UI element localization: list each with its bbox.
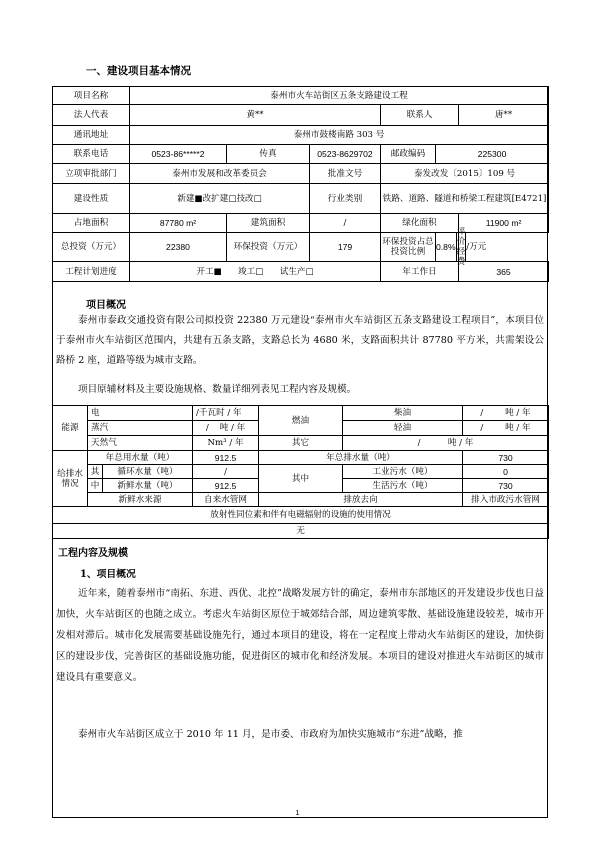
destination: 排入市政污水管网	[463, 493, 549, 507]
env-ratio-label: 环保投资占总投资比例	[381, 233, 436, 262]
area-label: 占地面积	[53, 214, 130, 233]
investment: 22380	[130, 233, 227, 262]
source-label: 新鲜水来源	[88, 493, 193, 507]
gas-label: 天然气	[88, 436, 193, 451]
building-area-label: 建筑面积	[227, 214, 310, 233]
scope-title: 工程内容及规模	[58, 548, 128, 559]
green-area-label: 绿化面积	[381, 214, 459, 233]
overview-para-1: 泰州市泰政交通投资有限公司拟投资 22380 万元建设“泰州市火车站街区五条支路建设工程项目”，本项目位于泰州市火车站街区范围内，共建有五条支路，支路总长为 4680 米，支路面积共计 87780 平方米，共需架设公路桥 2 座，道路等级为城市支路。	[56, 315, 544, 366]
schedule: 开工■ 竣工□ 试生产□	[130, 262, 381, 282]
radiation-label: 放射性同位素和伴有电磁辐射的设施的使用情况	[53, 507, 549, 524]
gas-value: Nm³ / 年	[193, 436, 259, 451]
green-area: 11900 m²	[459, 214, 549, 233]
fax: 0523-8629702	[310, 145, 381, 164]
industry-label: 行业类别	[310, 184, 381, 214]
phone: 0523-86*****2	[130, 145, 227, 164]
approval-no-label: 批准文号	[310, 164, 381, 184]
diesel-value: / 吨 / 年	[463, 406, 549, 421]
overview-title: 项目概况	[86, 300, 126, 311]
schedule-label: 工程计划进度	[53, 262, 130, 282]
legal-rep: 黄**	[130, 105, 381, 126]
domestic-label: 生活污水（吨）	[343, 479, 463, 493]
recycle: /	[193, 465, 259, 479]
building-area: /	[310, 214, 381, 233]
recycle-label: 循环水量（吨）	[103, 465, 193, 479]
address-label: 通讯地址	[53, 126, 130, 145]
other-label: 其它	[259, 436, 343, 451]
industrial: 0	[463, 465, 549, 479]
address: 泰州市鼓楼南路 303 号	[130, 126, 549, 145]
phone-label: 联系电话	[53, 145, 130, 164]
nature: 新建■改扩建□技改□	[130, 184, 310, 214]
destination-label: 排放去向	[259, 493, 463, 507]
postcode: 225300	[436, 145, 549, 164]
env-invest: 179	[310, 233, 381, 262]
section-title: 一、建设项目基本情况	[86, 65, 191, 77]
work-days: 365	[459, 262, 549, 282]
overview-para-2: 项目原辅材料及主要设施规格、数量详细列表见工程内容及规模。	[78, 384, 357, 395]
energy-water-table	[52, 405, 549, 539]
diesel-label: 柴油	[343, 406, 463, 421]
steam-value: / 吨 / 年	[193, 421, 259, 436]
steam-label: 蒸汽	[88, 421, 193, 436]
electric-value: /千瓦时 / 年	[193, 406, 259, 421]
eval-fee: /万元	[466, 242, 487, 252]
domestic: 730	[463, 479, 549, 493]
electric-label: 电	[88, 406, 193, 421]
investment-label: 总投资（万元）	[53, 233, 130, 262]
eval-fee-label: 评价经费	[456, 227, 466, 267]
scope-para-1: 近年来，随着泰州市“南拓、东进、西优、北控”战略发展方针的确定，泰州市东部地区的开发建设步伐也日益加快，火车站街区的也随之成立。考虑火车站街区原位于城郊结合部，周边建筑零散、基础设施建设较差，城市开发相对滞后。城市化发展需要基础设施先行，通过本项目的建设，将在一定程度上带动火车站街区的建设，加快街区的建设步伐，完善街区的基础设施功能，促进街区的城市化和经济发展。本项目的建设对推进火车站街区的城市建设具有重要意义。	[56, 588, 544, 683]
work-days-label: 年工作日	[381, 262, 459, 282]
total-use: 912.5	[193, 451, 259, 465]
fresh: 912.5	[193, 479, 259, 493]
fuel-label: 燃油	[259, 406, 343, 436]
project-name: 泰州市火车站街区五条支路建设工程	[130, 87, 549, 105]
eval-fee-cell	[436, 227, 487, 267]
total-use-label: 年总用水量（吨）	[88, 451, 193, 465]
light-oil-value: / 吨 / 年	[463, 421, 549, 436]
project-name-label: 项目名称	[53, 87, 130, 105]
water-label: 给排水情况	[53, 451, 88, 507]
radiation-value: 无	[53, 524, 549, 539]
approval-dept-label: 立项审批部门	[53, 164, 130, 184]
qi-char: 其	[88, 465, 103, 479]
legal-rep-label: 法人代表	[53, 105, 130, 126]
area: 87780 m²	[130, 214, 227, 233]
fresh-label: 新鲜水量（吨）	[103, 479, 193, 493]
scope-para-2: 泰州市火车站街区成立于 2010 年 11 月，是市委、市政府为加快实施城市“东进”战略，推	[78, 729, 463, 740]
contact-label: 联系人	[381, 105, 459, 126]
basic-info-table	[52, 86, 549, 282]
scope-subtitle-1: 1、项目概况	[80, 569, 136, 580]
env-invest-label: 环保投资（万元）	[227, 233, 310, 262]
page-number: 1	[295, 808, 300, 817]
approval-no: 泰发改发〔2015〕109 号	[381, 164, 549, 184]
source: 自来水管网	[193, 493, 259, 507]
light-oil-label: 轻油	[343, 421, 463, 436]
total-drain-label: 年总排水量（吨）	[259, 451, 463, 465]
energy-label: 能源	[53, 406, 88, 451]
industrial-label: 工业污水（吨）	[343, 465, 463, 479]
qizhong-label: 其中	[259, 465, 343, 493]
other-value: / 吨 / 年	[343, 436, 549, 451]
approval-dept: 泰州市发展和改革委员会	[130, 164, 310, 184]
contact: 唐**	[459, 105, 549, 126]
total-drain: 730	[463, 451, 549, 465]
postcode-label: 邮政编码	[381, 145, 436, 164]
env-ratio-value: 0.8%	[436, 242, 456, 252]
industry: 铁路、道路、隧道和桥梁工程建筑[E4721]	[381, 184, 549, 214]
zhong-char: 中	[88, 479, 103, 493]
fax-label: 传真	[227, 145, 310, 164]
nature-label: 建设性质	[53, 184, 130, 214]
